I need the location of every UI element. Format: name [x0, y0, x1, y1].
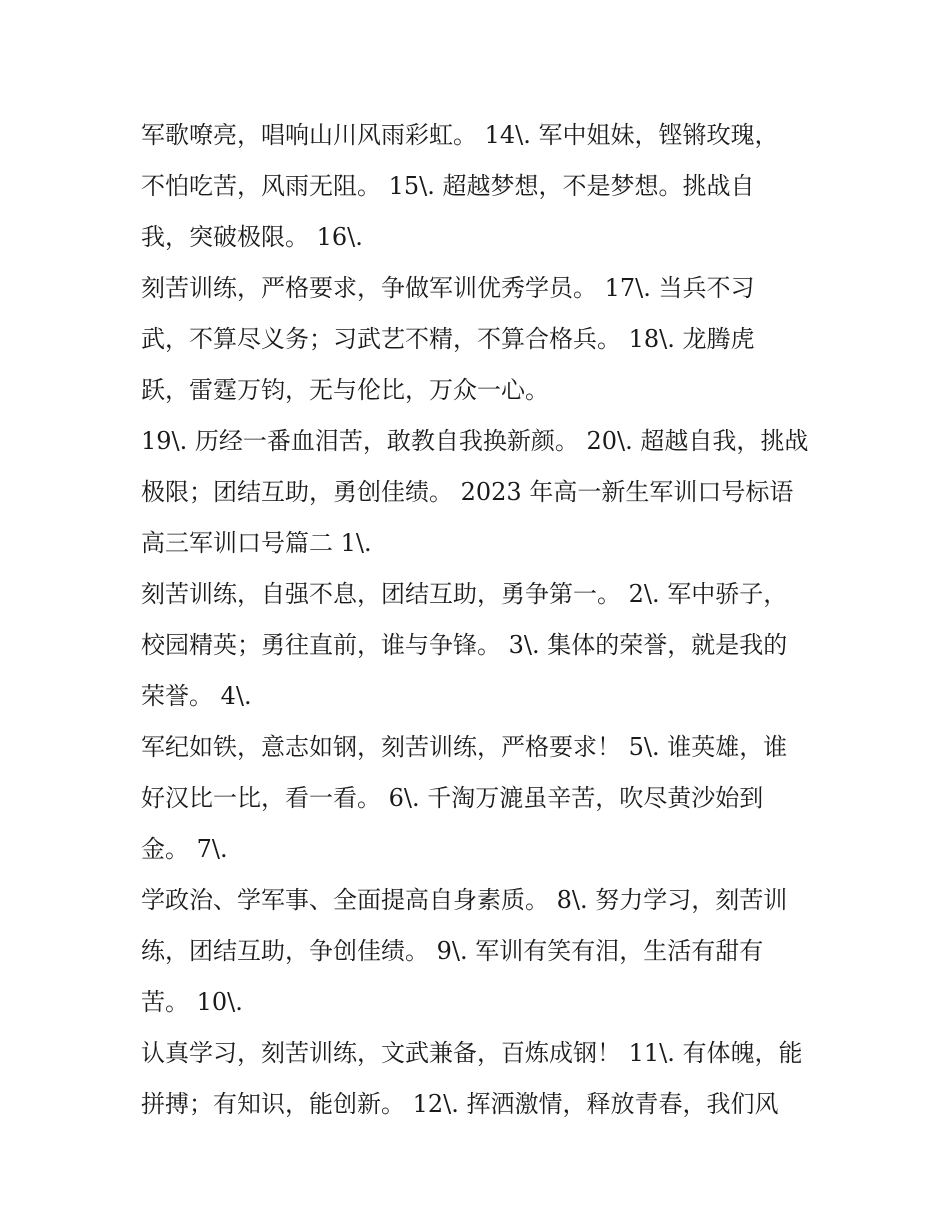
text-line: 武，不算尽义务；习武艺不精，不算合格兵。 18\. 龙腾虎 — [141, 325, 755, 353]
body-text — [141, 110, 821, 1130]
text-line: 金。 7\. — [141, 835, 228, 863]
text-line: 认真学习，刻苦训练，文武兼备，百炼成钢！ 11\. 有体魄，能 — [141, 1039, 803, 1067]
text-line: 军纪如铁，意志如钢，刻苦训练，严格要求！ 5\. 谁英雄，谁 — [141, 733, 788, 761]
text-line: 军歌嘹亮，唱响山川风雨彩虹。 14\. 军中姐妹，铿锵玫瑰， — [141, 121, 779, 149]
text-line: 刻苦训练，严格要求，争做军训优秀学员。 17\. 当兵不习 — [141, 274, 755, 302]
text-line: 我，突破极限。 16\. — [141, 223, 363, 251]
text-line: 学政治、学军事、全面提高自身素质。 8\. 努力学习，刻苦训 — [141, 886, 788, 914]
text-line: 高三军训口号篇二 1\. — [141, 529, 372, 557]
text-line: 19\. 历经一番血泪苦，敢教自我换新颜。 20\. 超越自我，挑战 — [141, 427, 809, 455]
text-line: 苦。 10\. — [141, 988, 243, 1016]
text-line: 练，团结互助，争创佳绩。 9\. 军训有笑有泪，生活有甜有 — [141, 937, 764, 965]
text-line: 校园精英；勇往直前，谁与争锋。 3\. 集体的荣誉，就是我的 — [141, 631, 788, 659]
text-line: 荣誉。 4\. — [141, 682, 252, 710]
text-line: 不怕吃苦，风雨无阻。 15\. 超越梦想，不是梦想。挑战自 — [141, 172, 755, 200]
text-line: 跃，雷霆万钧，无与伦比，万众一心。 — [141, 376, 549, 404]
text-line: 拼搏；有知识，能创新。 12\. 挥洒激情，释放青春，我们风 — [141, 1090, 779, 1118]
text-line: 极限；团结互助，勇创佳绩。 2023 年高一新生军训口号标语 — [141, 478, 794, 506]
text-line: 刻苦训练，自强不息，团结互助，勇争第一。 2\. 军中骄子， — [141, 580, 788, 608]
text-line: 好汉比一比，看一看。 6\. 千淘万漉虽辛苦，吹尽黄沙始到 — [141, 784, 764, 812]
